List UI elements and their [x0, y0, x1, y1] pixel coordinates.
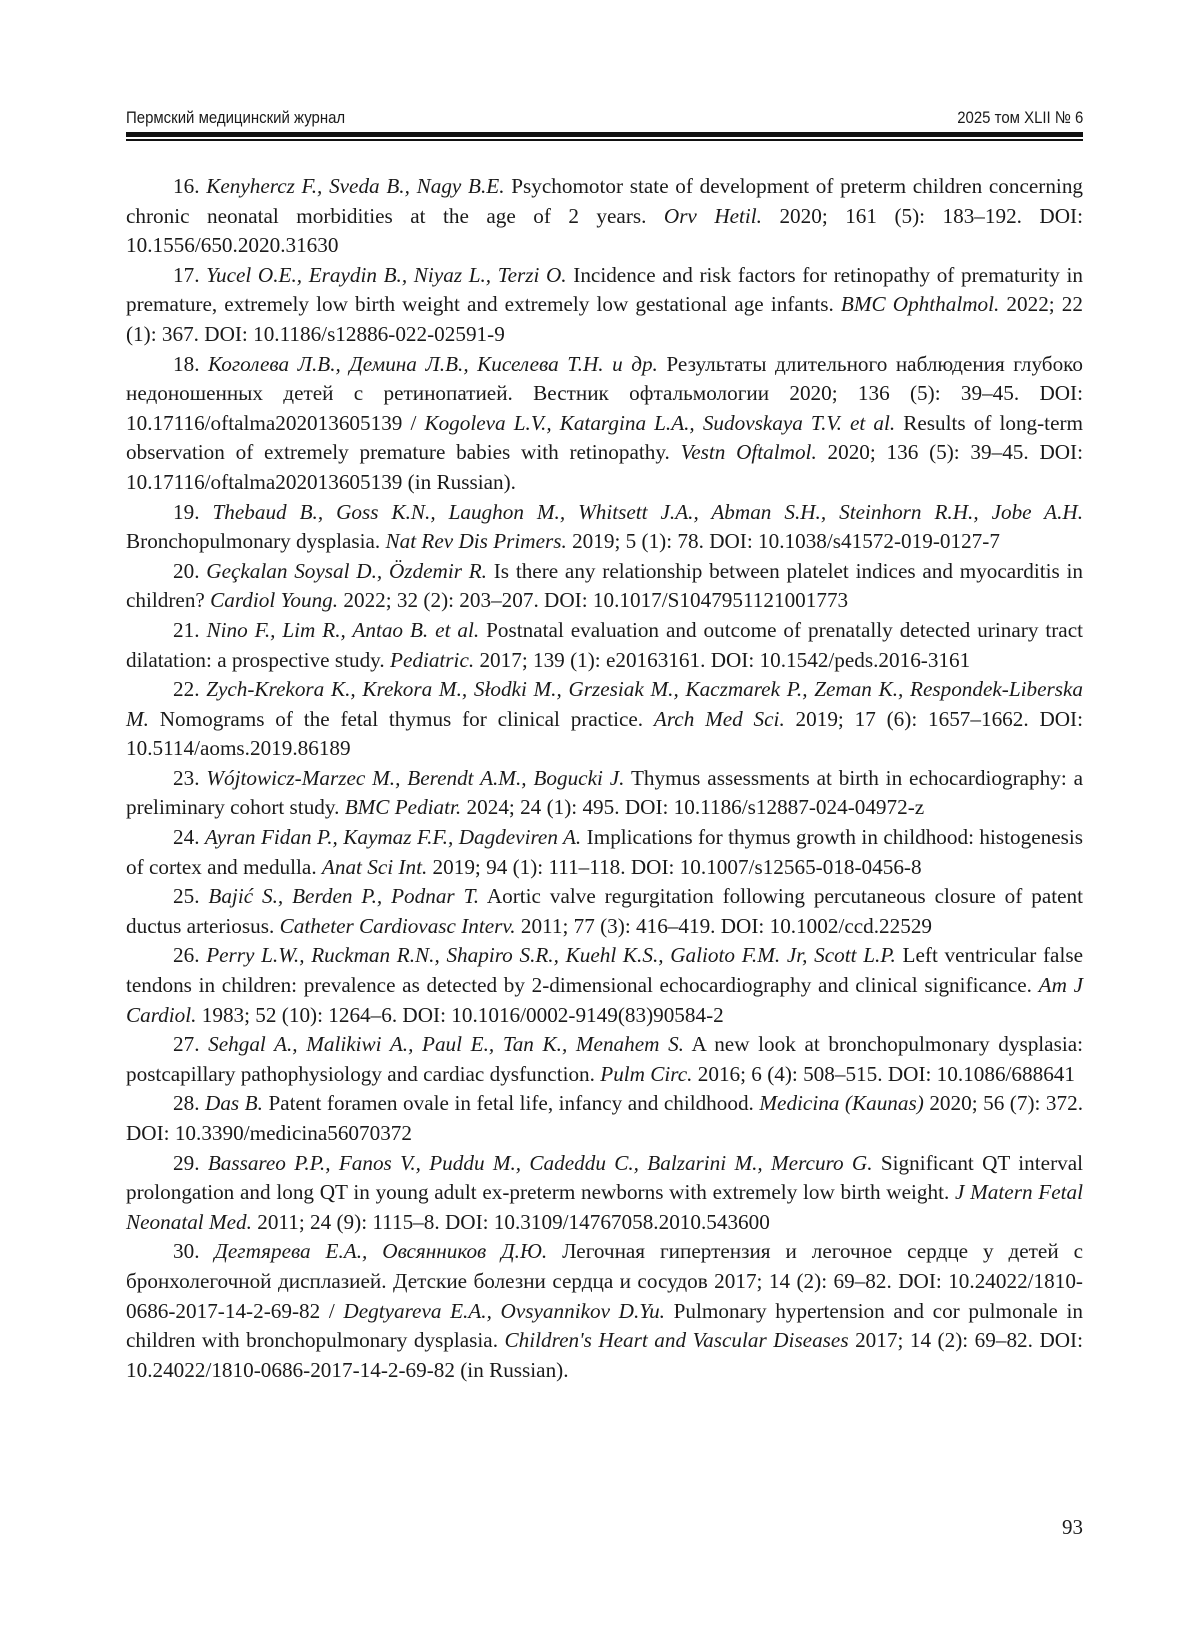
reference-details: 2019; 17 (6): 1657–1662. DOI: 10.5114/aoms.2019.86189 [126, 706, 1083, 761]
reference-number: 26. [173, 943, 200, 968]
reference-details: 2020; 161 (5): 183–192. DOI: 10.1556/650.2020.31630 [126, 203, 1083, 258]
reference-authors: Kenyhercz F., Sveda B., Nagy B.E. [206, 174, 505, 198]
reference-item [126, 616, 1083, 675]
reference-number: 28. [173, 1091, 200, 1116]
reference-title: Bronchopulmonary dysplasia. [126, 529, 386, 554]
reference-authors-translit: Degtyareva E.A., Ovsyannikov D.Yu. [343, 1298, 665, 1323]
reference-item [126, 498, 1083, 557]
reference-journal: J Matern Fetal Neonatal Med. [126, 1180, 1083, 1234]
running-header [126, 108, 1083, 130]
reference-number: 29. [173, 1150, 200, 1175]
reference-details: 2011; 77 (3): 416–419. DOI: 10.1002/ccd.22529 [515, 913, 933, 938]
reference-authors: Das B. [205, 1091, 263, 1116]
reference-title-english: Results of long-term observation of extremely premature babies with retinopathy. [126, 410, 1084, 465]
reference-item [126, 1030, 1083, 1089]
reference-authors: Дегтярева Е.А., Овсянников Д.Ю. [214, 1239, 548, 1264]
reference-item [126, 1089, 1083, 1148]
reference-number: 17. [173, 262, 200, 287]
reference-number: 19. [173, 499, 200, 524]
reference-number: 27. [173, 1032, 200, 1057]
reference-journal: BMC Pediatr. [344, 795, 462, 820]
reference-authors: Yucel O.E., Eraydin B., Niyaz L., Terzi O. [206, 262, 567, 287]
reference-number: 22. [173, 677, 200, 702]
reference-authors: Wójtowicz-Marzec M., Berendt A.M., Bogucki J. [206, 765, 625, 790]
journal-title: Пермский медицинский журнал [126, 108, 346, 127]
reference-authors: Коголева Л.В., Демина Л.В., Киселева Т.Н. и др. [208, 351, 658, 376]
reference-item [126, 764, 1083, 823]
reference-title: Легочная гипертензия и легочное сердце у детей с бронхолегочной дисплазией. Детские болезни сердца и сосудов 2017; 14 (2): 69–82. DOI: 10.24022/1810-0686-2017-14-2-69-82 / [126, 1239, 1084, 1323]
issue-info: 2025 том XLII № 6 [956, 108, 1083, 127]
reference-item [126, 882, 1083, 941]
reference-list [126, 172, 1083, 1385]
reference-authors: Bajić S., Berden P., Podnar T. [208, 884, 480, 909]
header-rule-thin [126, 139, 1083, 141]
reference-title-english: Pulmonary hypertension and cor pulmonale in children with bronchopulmonary dysplasia. [126, 1298, 1083, 1353]
reference-title: Результаты длительного наблюдения глубоко недоношенных детей с ретинопатией. Вестник офтальмологии 2020; 136 (5): 39–45. DOI: 10.17116/oftalma202013605139 / [126, 351, 1083, 435]
reference-journal: Nat Rev Dis Primers. [385, 529, 567, 554]
reference-details: 2020; 136 (5): 39–45. DOI: 10.17116/oftalma202013605139 (in Russian). [126, 440, 1083, 494]
reference-authors: Sehgal A., Malikiwi A., Paul E., Tan K., Menahem S. [208, 1032, 684, 1057]
reference-authors: Perry L.W., Ruckman R.N., Shapiro S.R., Kuehl K.S., Galioto F.M. Jr, Scott L.P. [206, 943, 896, 968]
reference-journal: Children's Heart and Vascular Diseases [504, 1328, 849, 1353]
reference-number: 30. [173, 1239, 200, 1264]
reference-journal: Catheter Cardiovasc Interv. [279, 913, 516, 938]
reference-details: 2011; 24 (9): 1115–8. DOI: 10.3109/14767058.2010.543600 [251, 1209, 770, 1234]
reference-authors: Geçkalan Soysal D., Özdemir R. [206, 558, 487, 583]
reference-details: 2016; 6 (4): 508–515. DOI: 10.1086/688641 [692, 1061, 1075, 1086]
header-rule-thick [126, 132, 1083, 137]
reference-title: Patent foramen ovale in fetal life, infancy and childhood. [262, 1091, 760, 1116]
reference-item [126, 350, 1083, 498]
reference-details: 2020; 56 (7): 372. DOI: 10.3390/medicina56070372 [126, 1091, 1084, 1145]
reference-details: 1983; 52 (10): 1264–6. DOI: 10.1016/0002-9149(83)90584-2 [196, 1002, 724, 1027]
reference-number: 25. [173, 884, 200, 909]
reference-number: 24. [173, 825, 200, 850]
reference-journal: Cardiol Young. [210, 588, 339, 613]
reference-authors: Zych-Krekora K., Krekora M., Słodki M., Grzesiak M., Kaczmarek P., Zeman K., Respondek-Liberska M. [126, 677, 1083, 731]
reference-details: 2019; 5 (1): 78. DOI: 10.1038/s41572-019-0127-7 [566, 529, 1000, 554]
reference-title: Thymus assessments at birth in echocardiography: a preliminary cohort study. [126, 765, 1083, 820]
reference-item [126, 941, 1083, 1030]
reference-item [126, 1149, 1083, 1238]
reference-title: Postnatal evaluation and outcome of prenatally detected urinary tract dilatation: a prospective study. [126, 617, 1084, 672]
reference-number: 20. [173, 558, 200, 583]
reference-journal: Arch Med Sci. [653, 706, 785, 731]
reference-item [126, 1237, 1083, 1385]
reference-title: Left ventricular false tendons in children: prevalence as detected by 2-dimensional echocardiography and clinical significance. [126, 943, 1084, 998]
reference-number: 23. [173, 765, 200, 790]
reference-journal: BMC Ophthalmol. [840, 292, 1000, 317]
reference-title: Psychomotor state of development of preterm children concerning chronic neonatal morbidities at the age of 2 years. [126, 174, 1084, 228]
reference-title: Aortic valve regurgitation following percutaneous closure of patent ductus arteriosus. [126, 884, 1083, 938]
reference-item [126, 557, 1083, 616]
reference-journal: Pediatric. [390, 647, 475, 672]
reference-journal: Vestn Oftalmol. [680, 440, 817, 465]
reference-details: 2017; 139 (1): e20163161. DOI: 10.1542/peds.2016-3161 [474, 647, 971, 672]
reference-details: 2019; 94 (1): 111–118. DOI: 10.1007/s12565-018-0456-8 [427, 854, 922, 879]
reference-authors: Nino F., Lim R., Antao B. et al. [206, 617, 480, 642]
reference-details: 2017; 14 (2): 69–82. DOI: 10.24022/1810-0686-2017-14-2-69-82 (in Russian). [126, 1328, 1083, 1382]
reference-journal: Pulm Circ. [600, 1061, 693, 1086]
reference-title: Incidence and risk factors for retinopathy of prematurity in premature, extremely low birth weight and extremely low gestational age infants. [126, 262, 1083, 317]
reference-number: 21. [173, 617, 200, 642]
reference-title: Nomograms of the fetal thymus for clinical practice. [148, 706, 654, 731]
reference-title: Implications for thymus growth in childhood: histogenesis of cortex and medulla. [126, 825, 1083, 879]
reference-details: 2022; 22 (1): 367. DOI: 10.1186/s12886-022-02591-9 [126, 292, 1083, 346]
reference-journal: Am J Cardiol. [126, 973, 1084, 1027]
reference-authors: Ayran Fidan P., Kaymaz F.F., Dagdeviren A. [204, 825, 582, 850]
reference-authors: Thebaud B., Goss K.N., Laughon M., Whitsett J.A., Abman S.H., Steinhorn R.H., Jobe A.H. [212, 499, 1084, 524]
reference-journal: Orv Hetil. [663, 203, 762, 228]
reference-number: 16. [173, 174, 200, 198]
reference-authors: Bassareo P.P., Fanos V., Puddu M., Cadeddu C., Balzarini M., Mercuro G. [207, 1150, 873, 1175]
reference-title: Is there any relationship between platelet indices and myocarditis in children? [126, 558, 1084, 613]
reference-item [126, 675, 1083, 764]
reference-item [126, 172, 1083, 261]
reference-title: Significant QT interval prolongation and long QT in young adult ex-preterm newborns with extremely low birth weight. [126, 1150, 1084, 1205]
reference-journal: Medicina (Kaunas) [759, 1091, 924, 1116]
reference-item [126, 823, 1083, 882]
reference-details: 2024; 24 (1): 495. DOI: 10.1186/s12887-024-04972-z [461, 795, 925, 820]
reference-number: 18. [173, 351, 200, 376]
page-number: 93 [1062, 1515, 1083, 1539]
reference-item [126, 261, 1083, 350]
reference-journal: Anat Sci Int. [321, 854, 428, 879]
reference-title: A new look at bronchopulmonary dysplasia: postcapillary pathophysiology and cardiac dysfunction. [126, 1032, 1084, 1086]
reference-details: 2022; 32 (2): 203–207. DOI: 10.1017/S1047951121001773 [338, 588, 849, 613]
reference-authors-translit: Kogoleva L.V., Katargina L.A., Sudovskaya T.V. et al. [424, 410, 896, 435]
